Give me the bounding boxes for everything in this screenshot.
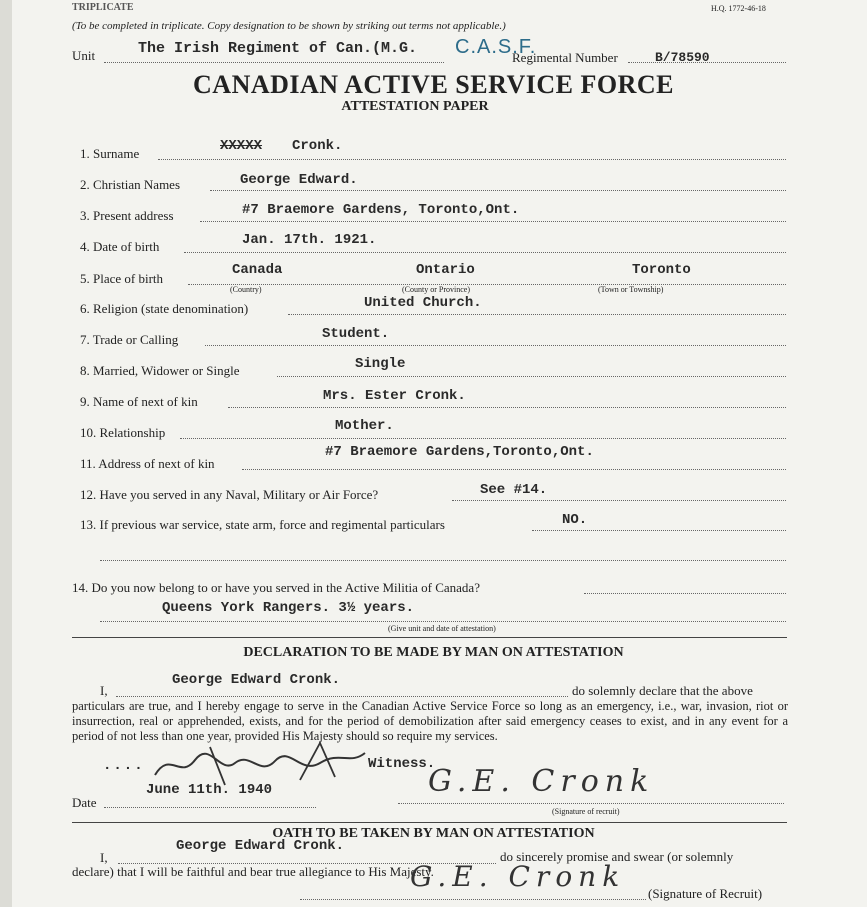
marital-status-line	[277, 376, 786, 377]
kin-address-line	[242, 469, 786, 470]
present-address-value: #7 Braemore Gardens, Toronto,Ont.	[242, 202, 520, 218]
form-number: H.Q. 1772-46-18	[711, 4, 766, 13]
kin-address-value: #7 Braemore Gardens,Toronto,Ont.	[325, 444, 594, 460]
oath-name: George Edward Cronk.	[176, 838, 345, 854]
relationship-label: 10. Relationship	[80, 425, 166, 440]
religion-value: United Church.	[364, 295, 482, 311]
recruit-signature-2: G.E. Cronk	[410, 860, 626, 893]
place-of-birth-label: 5. Place of birth	[80, 271, 164, 286]
christian-names-label: 2. Christian Names	[80, 177, 181, 192]
birth-province-value: Ontario	[416, 262, 475, 278]
christian-names-line	[210, 190, 786, 191]
recruit-signature-1: G.E. Cronk	[428, 764, 655, 799]
surname-line	[158, 159, 786, 160]
unit-value: The Irish Regiment of Can.(M.G.	[138, 40, 418, 57]
served-before-label: 12. Have you served in any Naval, Military or Air Force?	[80, 487, 379, 502]
surname-label: 1. Surname	[80, 146, 140, 161]
date-of-birth-value: Jan. 17th. 1921.	[242, 232, 377, 248]
religion-line	[288, 314, 786, 315]
date-of-birth-line	[184, 252, 786, 253]
religion-label: 6. Religion (state denomination)	[80, 301, 249, 316]
oath-line1-tail: do sincerely promise and swear (or solemnly	[500, 849, 734, 864]
oath-signature-label: (Signature of Recruit)	[648, 886, 763, 901]
recruit-signature-caption: (Signature of recruit)	[552, 807, 620, 816]
declaration-name: George Edward Cronk.	[172, 672, 341, 688]
christian-names-value: George Edward.	[240, 172, 358, 188]
town-caption: (Town or Township)	[598, 285, 664, 294]
marital-status-value: Single	[355, 356, 406, 372]
relationship-line	[180, 438, 786, 439]
unit-line	[104, 62, 444, 63]
date-of-birth-label: 4. Date of birth	[80, 239, 160, 254]
section-divider	[72, 637, 787, 638]
date-value: June 11th. 1940	[146, 782, 273, 798]
kin-address-label: 11. Address of next of kin	[80, 456, 215, 471]
recruit-signature-line	[398, 803, 784, 804]
militia-value: Queens York Rangers. 3½ years.	[162, 600, 415, 616]
oath-heading: OATH TO BE TAKEN BY MAN ON ATTESTATION	[272, 826, 595, 841]
witness-dots: ....	[103, 758, 145, 774]
triplicate-instruction: (To be completed in triplicate. Copy designation to be shown by striking out terms not applicable.)	[72, 20, 506, 32]
present-address-label: 3. Present address	[80, 208, 174, 223]
surname-struck: XXXXX	[220, 138, 263, 154]
declaration-i-label: I,	[100, 683, 108, 698]
war-service-line-2	[100, 560, 786, 561]
trade-line	[205, 345, 786, 346]
served-before-value: See #14.	[480, 482, 548, 498]
birth-town-value: Toronto	[632, 262, 691, 278]
war-service-line	[532, 530, 786, 531]
form-title: CANADIAN ACTIVE SERVICE FORCE	[193, 70, 674, 99]
regimental-number-label: Regimental Number	[512, 50, 618, 65]
oath-i-label: I,	[100, 850, 108, 865]
oath-divider	[72, 822, 787, 823]
trade-label: 7. Trade or Calling	[80, 332, 179, 347]
declaration-name-line	[116, 696, 568, 697]
surname-value: Cronk.	[292, 138, 343, 154]
militia-line-2	[100, 621, 786, 622]
date-label: Date	[72, 795, 97, 810]
place-of-birth-line	[188, 284, 786, 285]
regimental-number-value: B/78590	[655, 50, 710, 65]
next-of-kin-value: Mrs. Ester Cronk.	[323, 388, 466, 404]
relationship-value: Mother.	[335, 418, 394, 434]
form-subtitle: ATTESTATION PAPER	[341, 99, 489, 114]
marital-status-label: 8. Married, Widower or Single	[80, 363, 240, 378]
triplicate-marker: TRIPLICATE	[72, 2, 134, 13]
declaration-body: particulars are true, and I hereby engage to serve in the Canadian Active Service Force so long as an emergency, i.e., war, invasion, riot or insurrection, real or apprehended, exists, and for the period of demobilization after said emergency ceases to exist, and in any event for a period of not less than one year, provided His Majesty should so require my services.	[72, 699, 788, 743]
declaration-line1-tail: do solemnly declare that the above	[572, 683, 753, 698]
trade-value: Student.	[322, 326, 390, 342]
war-service-value: NO.	[562, 512, 588, 528]
birth-country-value: Canada	[232, 262, 283, 278]
militia-caption: (Give unit and date of attestation)	[388, 624, 496, 633]
next-of-kin-label: 9. Name of next of kin	[80, 394, 198, 409]
witness-label: Witness.	[368, 756, 436, 772]
casf-stamp: C.A.S.F.	[455, 36, 537, 58]
country-caption: (Country)	[230, 285, 262, 294]
oath-line2: declare) that I will be faithful and bear true allegiance to His Majesty.	[72, 864, 434, 879]
paper-edge	[0, 0, 12, 907]
province-caption: (County or Province)	[402, 285, 470, 294]
served-before-line	[452, 500, 786, 501]
date-line	[104, 807, 316, 808]
present-address-line	[200, 221, 786, 222]
militia-label: 14. Do you now belong to or have you served in the Active Militia of Canada?	[72, 580, 480, 595]
next-of-kin-line	[228, 407, 786, 408]
declaration-heading: DECLARATION TO BE MADE BY MAN ON ATTESTATION	[243, 645, 624, 660]
war-service-label: 13. If previous war service, state arm, force and regimental particulars	[80, 517, 445, 532]
militia-line	[584, 593, 786, 594]
unit-label: Unit	[72, 48, 96, 63]
oath-signature-line	[300, 899, 646, 900]
